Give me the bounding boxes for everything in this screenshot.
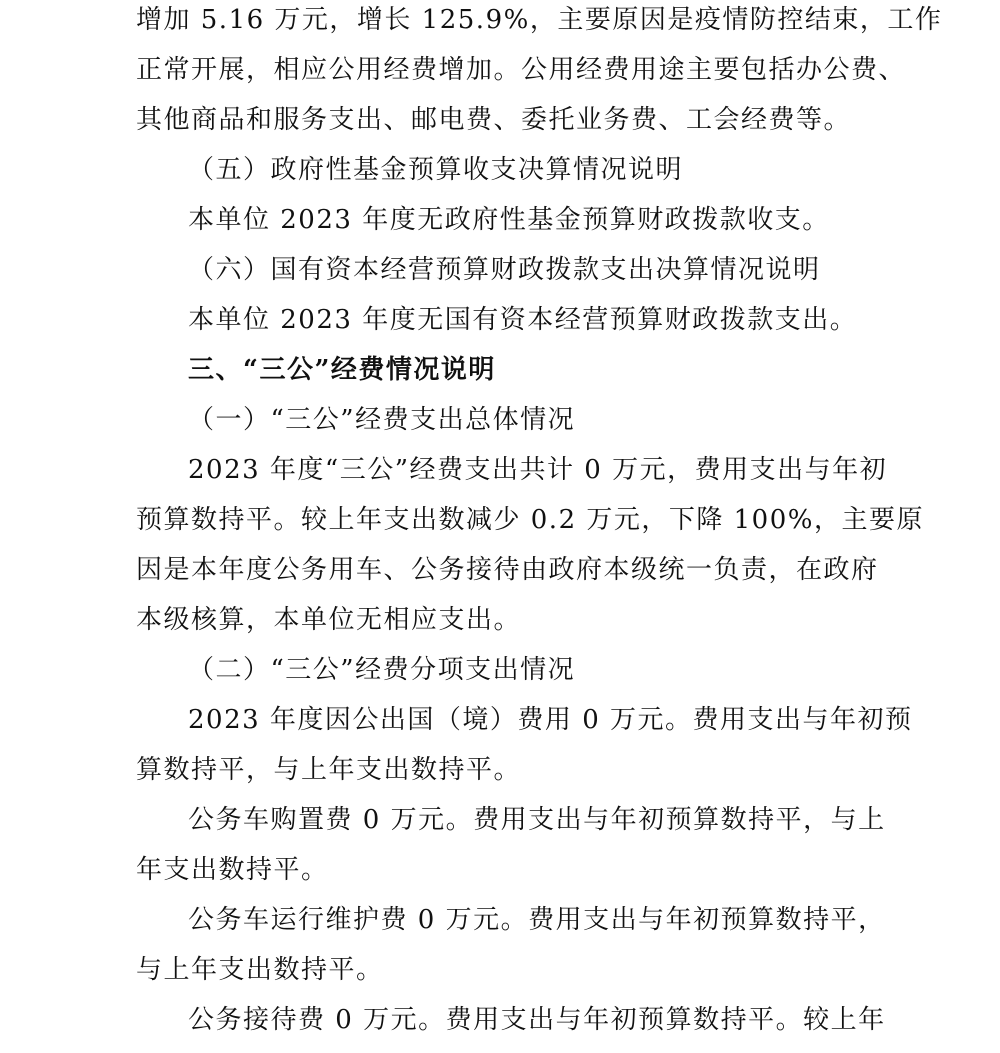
chapter-heading: 三、“三公”经费情况说明 <box>188 355 496 385</box>
section-heading: （六）国有资本经营预算财政拨款支出决算情况说明 <box>188 255 821 285</box>
paragraph-line: 算数持平，与上年支出数持平。 <box>136 755 522 785</box>
paragraph-line: 公务车购置费 0 万元。费用支出与年初预算数持平，与上 <box>188 805 886 835</box>
paragraph-line: 其他商品和服务支出、邮电费、委托业务费、工会经费等。 <box>136 105 852 135</box>
section-heading: （一）“三公”经费支出总体情况 <box>188 405 576 435</box>
section-heading: （二）“三公”经费分项支出情况 <box>188 655 576 685</box>
paragraph-line: 本单位 2023 年度无国有资本经营预算财政拨款支出。 <box>188 305 858 335</box>
paragraph-line: 2023 年度因公出国（境）费用 0 万元。费用支出与年初预 <box>188 705 913 735</box>
paragraph-line: 正常开展，相应公用经费增加。公用经费用途主要包括办公费、 <box>136 55 907 85</box>
paragraph-line: 年支出数持平。 <box>136 855 329 885</box>
paragraph-line: 增加 5.16 万元，增长 125.9%，主要原因是疫情防控结束，工作 <box>136 5 943 35</box>
paragraph-line: 本级核算，本单位无相应支出。 <box>136 605 522 635</box>
paragraph-line: 本单位 2023 年度无政府性基金预算财政拨款收支。 <box>188 205 830 235</box>
paragraph-line: 公务车运行维护费 0 万元。费用支出与年初预算数持平， <box>188 905 886 935</box>
paragraph-line: 因是本年度公务用车、公务接待由政府本级统一负责，在政府 <box>136 555 879 585</box>
paragraph-line: 预算数持平。较上年支出数减少 0.2 万元，下降 100%，主要原 <box>136 505 924 535</box>
paragraph-line: 公务接待费 0 万元。费用支出与年初预算数持平。较上年 <box>188 1005 886 1035</box>
paragraph-line: 与上年支出数持平。 <box>136 955 384 985</box>
paragraph-line: 2023 年度“三公”经费支出共计 0 万元，费用支出与年初 <box>188 455 888 485</box>
section-heading: （五）政府性基金预算收支决算情况说明 <box>188 155 684 185</box>
